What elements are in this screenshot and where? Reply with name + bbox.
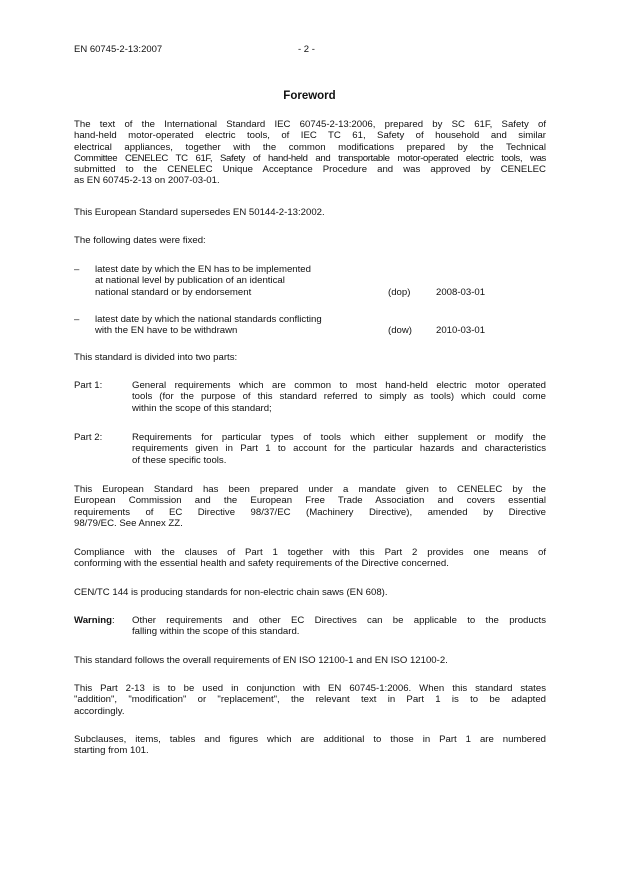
part-label: Part 1: (74, 380, 103, 391)
text-line: starting from 101. (74, 745, 149, 757)
text-line: submitted to the CENELEC Unique Acceptance Procedure and was approved by CENELEC (74, 164, 546, 176)
paragraph-intro (74, 119, 546, 187)
text-line: accordingly. (74, 705, 125, 717)
date-item-text (95, 314, 375, 337)
text-line: Compliance with the clauses of Part 1 together with this Part 2 provides one means of (74, 547, 546, 558)
text-line: European Commission and the European Free Trade Association and covers essential (74, 495, 546, 507)
text-line: requirements given in Part 1 to account for the particular hazards and characteristics (132, 443, 546, 455)
paragraph-supersedes: This European Standard supersedes EN 50144-2-13:2002. (74, 207, 325, 218)
text-line: requirements of EC Directive 98/37/EC (Machinery Directive), amended by Directive (74, 506, 546, 518)
text-line: electrical appliances, together with the common modifications prepared by the Technical (74, 141, 546, 153)
text-line: falling within the scope of this standard. (132, 626, 300, 638)
part-body (132, 380, 546, 414)
text-line: General requirements which are common to most hand-held electric motor operated (132, 380, 546, 391)
paragraph-part-2-13 (74, 683, 546, 717)
part-label: Part 2: (74, 432, 103, 443)
warning-colon: : (112, 615, 115, 626)
date-abbr: (dow) (388, 325, 412, 337)
part-body (132, 432, 546, 466)
header-doc-id: EN 60745-2-13:2007 (74, 44, 163, 55)
text-line: 98/79/EC. See Annex ZZ. (74, 517, 183, 529)
text-line: hand-held motor-operated electric tools, of IEC TC 61, Safety of household and similar (74, 130, 546, 142)
text-line: Subclauses, items, tables and figures which are additional to those in Part 1 are numbered (74, 734, 546, 745)
paragraph-iso: This standard follows the overall requirements of EN ISO 12100-1 and EN ISO 12100-2. (74, 655, 448, 666)
warning-label (74, 615, 115, 626)
paragraph-cen-tc: CEN/TC 144 is producing standards for non-electric chain saws (EN 608). (74, 587, 388, 598)
text-line: Other requirements and other EC Directives can be applicable to the products (132, 615, 546, 626)
text-line: Requirements for particular types of tools which either supplement or modify the (132, 432, 546, 443)
list-dash: – (74, 314, 80, 325)
text-line: of these specific tools. (132, 454, 227, 466)
text-line: as EN 60745-2-13 on 2007-03-01. (74, 175, 220, 187)
text-line: within the scope of this standard; (132, 402, 272, 414)
page-title: Foreword (283, 90, 336, 102)
date-item-text (95, 264, 375, 298)
date-value: 2010-03-01 (436, 325, 486, 337)
paragraph-mandate (74, 484, 546, 529)
text-line: national standard or by endorsement (95, 286, 252, 298)
warning-label-text: Warning (74, 615, 113, 626)
text-line: The text of the International Standard IEC 60745-2-13:2006, prepared by SC 61F, Safety of (74, 119, 546, 130)
header-page-number: - 2 - (298, 44, 315, 55)
text-line: latest date by which the national standards conflicting (95, 314, 322, 325)
text-line: with the EN have to be withdrawn (95, 325, 238, 337)
paragraph-subclauses (74, 734, 546, 757)
text-line: Committee CENELEC TC 61F, Safety of hand-held and transportable motor-operated electric tools, was (74, 152, 546, 164)
text-line: This Part 2-13 is to be used in conjunction with EN 60745-1:2006. When this standard states (74, 683, 546, 694)
text-line: This European Standard has been prepared under a mandate given to CENELEC by the (74, 484, 546, 495)
paragraph-parts-intro: This standard is divided into two parts: (74, 352, 238, 363)
text-line: latest date by which the EN has to be implemented (95, 264, 311, 275)
list-dash: – (74, 264, 80, 275)
date-value: 2008-03-01 (436, 286, 486, 298)
paragraph-dates-intro: The following dates were fixed: (74, 235, 206, 246)
date-abbr: (dop) (388, 286, 411, 298)
text-line: "addition", "modification" or "replacement", the relevant text in Part 1 is to be adapted (74, 694, 546, 706)
text-line: tools (for the purpose of this standard referred to simply as tools) which could come (132, 391, 546, 403)
paragraph-compliance (74, 547, 546, 570)
warning-body (132, 615, 546, 638)
text-line: conforming with the essential health and safety requirements of the Directive concerned. (74, 558, 449, 570)
text-line: at national level by publication of an identical (95, 275, 285, 287)
